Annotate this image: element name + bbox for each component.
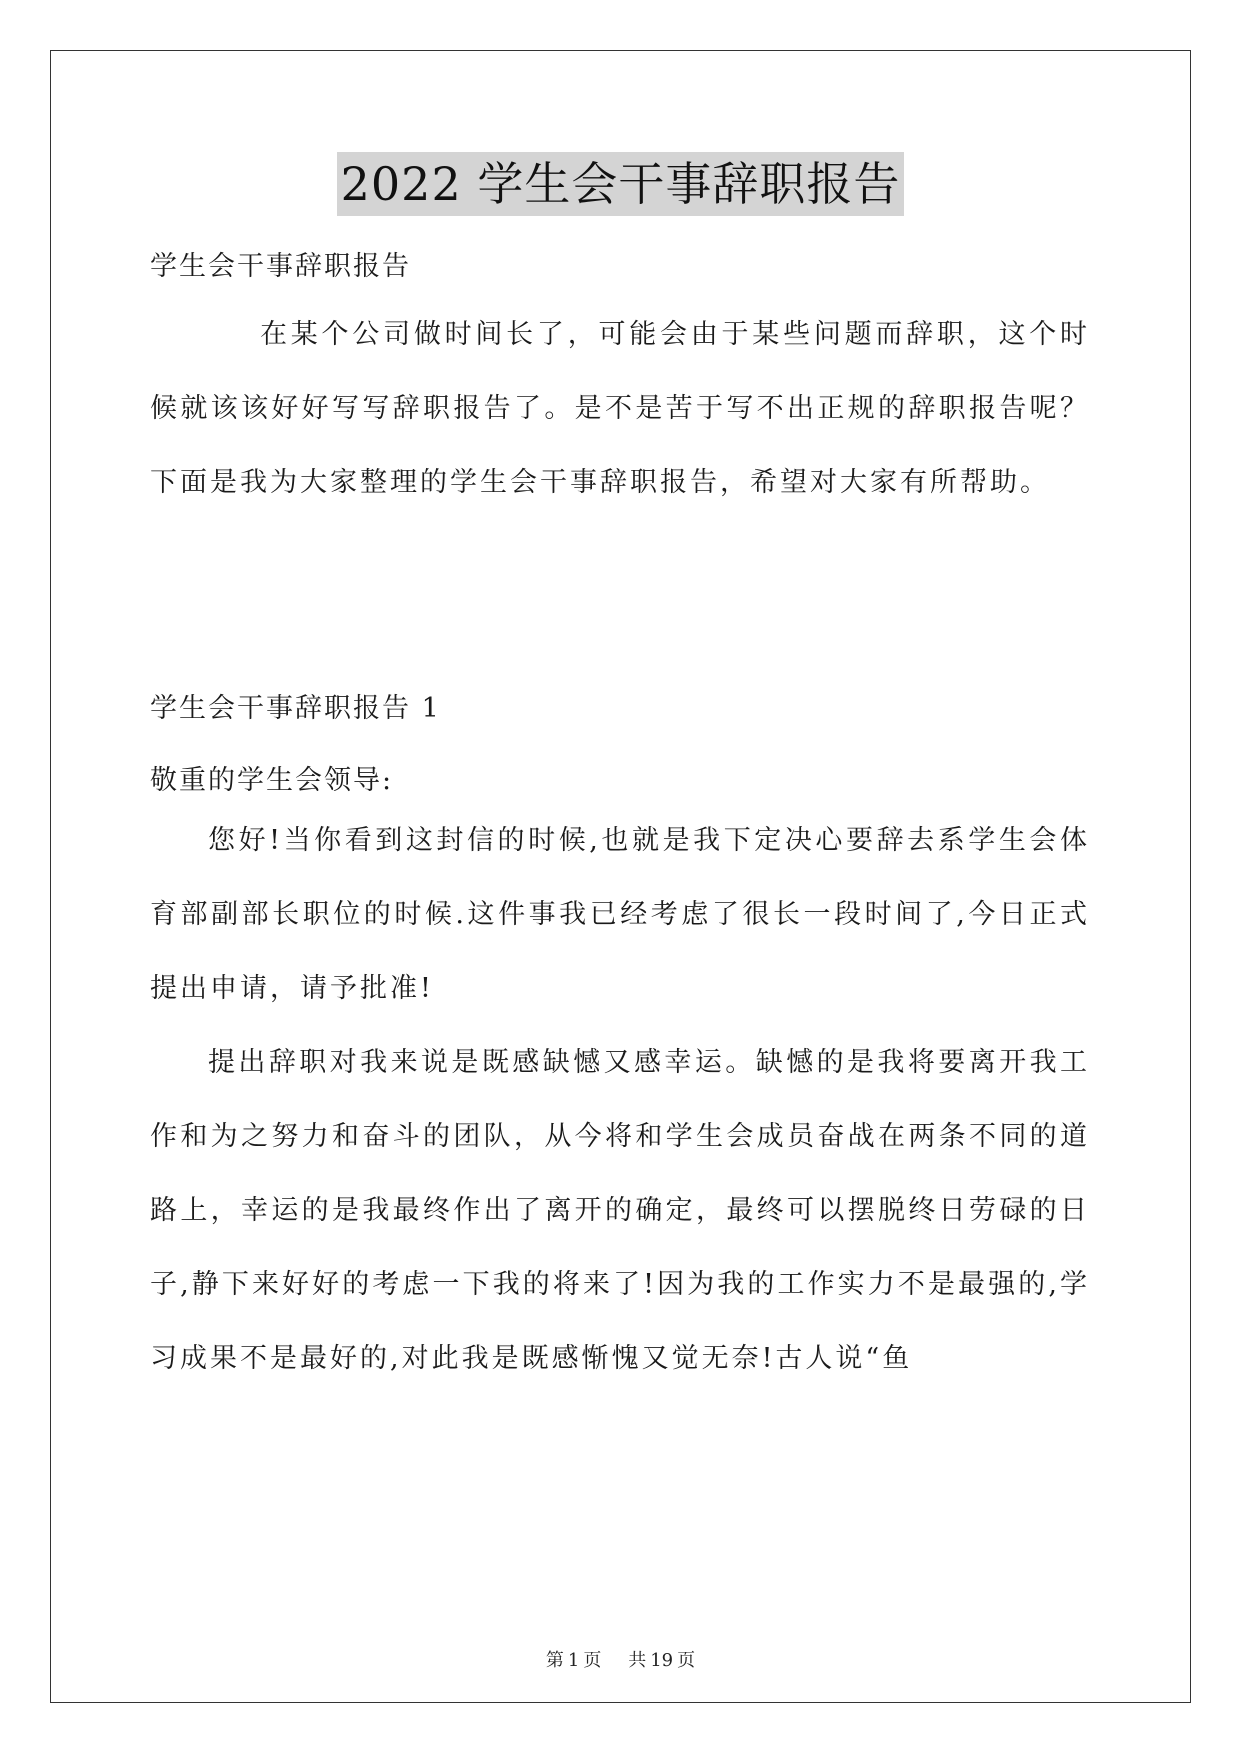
salutation: 敬重的学生会领导: xyxy=(150,765,394,796)
total-suffix: 页 xyxy=(677,1650,696,1671)
page-footer xyxy=(0,1646,1241,1672)
document-subtitle: 学生会干事辞职报告 xyxy=(150,251,411,282)
title-container xyxy=(0,152,1241,216)
document-title: 2022 学生会干事辞职报告 xyxy=(337,152,905,216)
page-number: 1 xyxy=(567,1650,580,1671)
body-paragraph-2: 提出辞职对我来说是既感缺憾又感幸运。缺憾的是我将要离开我工作和为之努力和奋斗的团队，从今将和学生会成员奋战在两条不同的道路上，幸运的是我最终作出了离开的确定，最终可以摆脱终日劳碌的日子,静下来好好的考虑一下我的将来了!因为我的工作实力不是最强的,学习成果不是最好的,对此我是既感惭愧又觉无奈!古人说“鱼 xyxy=(150,1047,1090,1374)
body-paragraph-1: 您好!当你看到这封信的时候,也就是我下定决心要辞去系学生会体育部副部长职位的时候.这件事我已经考虑了很长一段时间了,今日正式提出申请，请予批准! xyxy=(150,825,1090,1004)
total-prefix: 共 xyxy=(628,1650,647,1671)
page-prefix: 第 xyxy=(545,1650,564,1671)
section-heading: 学生会干事辞职报告 1 xyxy=(150,693,441,724)
page-suffix: 页 xyxy=(583,1650,602,1671)
intro-paragraph: 在某个公司做时间长了，可能会由于某些问题而辞职，这个时候就该该好好写写辞职报告了。是不是苦于写不出正规的辞职报告呢？下面是我为大家整理的学生会干事辞职报告，希望对大家有所帮助。 xyxy=(150,319,1090,498)
total-pages: 19 xyxy=(650,1650,674,1671)
